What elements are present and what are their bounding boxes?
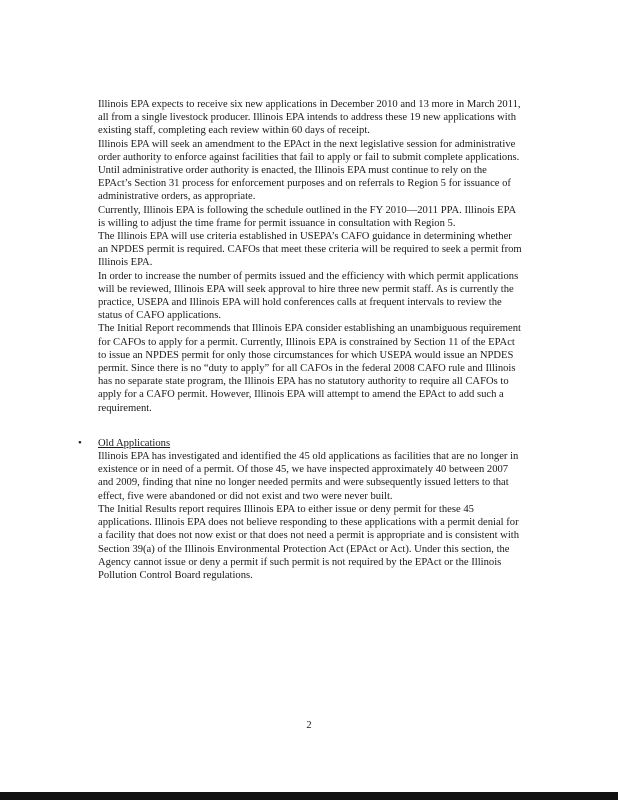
paragraph-old-applications: Illinois EPA has investigated and identified the 45 old applications as facilities that are no longer in existence or in need of a permit. Of those 45, we have inspected approximately 40 between 2007 and 2009, finding that nine no longer needed permits and were subsequently issued letters to that effect, five were abandoned or did not exist and two were never built.: [98, 451, 519, 502]
bullet-marker: •: [78, 436, 82, 449]
old-applications-section: [78, 436, 523, 582]
paragraph-schedule: Currently, Illinois EPA is following the schedule outlined in the FY 2010—2011 PPA. Illinois EPA is willing to adjust the time frame for permit issuance in consultation with Region 5.: [98, 204, 516, 229]
paragraph-administrative-order: Illinois EPA will seek an amendment to the EPAct in the next legislative session for administrative order authority to enforce against facilities that fail to apply or fail to submit complete applications. Until administrative order authority is enacted, the Illinois EPA must continue to rely on the EPAct’s Section 31 process for enforcement purposes and on referrals to Region 5 for issuance of administrative orders, as appropriate.: [98, 138, 520, 203]
page-body: [78, 98, 523, 582]
old-applications-heading: Old Applications: [98, 437, 171, 449]
paragraph-criteria: The Illinois EPA will use criteria established in USEPA’s CAFO guidance in determining whether an NPDES permit is required. CAFOs that meet these criteria will be required to seek a permit from Illinois EPA.: [98, 231, 522, 269]
paragraph-staffing: In order to increase the number of permits issued and the efficiency with which permit applications will be reviewed, Illinois EPA will seek approval to hire three new permit staff. As is currently the practice, USEPA and Illinois EPA will hold conferences calls at frequent intervals to review the status of CAFO applications.: [98, 270, 519, 322]
paragraph-duty-to-apply: The Initial Report recommends that Illinois EPA consider establishing an unambiguous requirement for CAFOs to apply for a permit. Currently, Illinois EPA is constrained by Section 11 of the EPAct to issue an NPDES permit for only those circumstances for which USEPA would issue an NPDES permit. Since there is no “duty to apply” for all CAFOs in the federal 2008 CAFO rule and Illinois has no separate state program, the Illinois EPA has no statutory authority to require all CAFOs to apply for a CAFO permit. However, Illinois EPA will attempt to amend the EPAct to add such a requirement.: [98, 323, 521, 414]
bottom-border: [0, 792, 618, 800]
paragraph-initial-results: The Initial Results report requires Illinois EPA to either issue or deny permit for these 45 applications. Illinois EPA does not believe responding to these applications with a permit denial for a facility that does not now exist or that does not need a permit is appropriate and is consistent with Section 39(a) of the Illinois Environmental Protection Act (EPAct or Act). Under this section, the Agency cannot issue or deny a permit if such permit is not required by the EPAct or the Illinois Pollution Control Board regulations.: [98, 503, 520, 581]
page-number: 2: [306, 720, 312, 731]
paragraph-new-applications: Illinois EPA expects to receive six new applications in December 2010 and 13 more in March 2011, all from a single livestock producer. Illinois EPA intends to address these 19 new applications with existing staff, completing each review within 60 days of receipt.: [98, 99, 521, 137]
